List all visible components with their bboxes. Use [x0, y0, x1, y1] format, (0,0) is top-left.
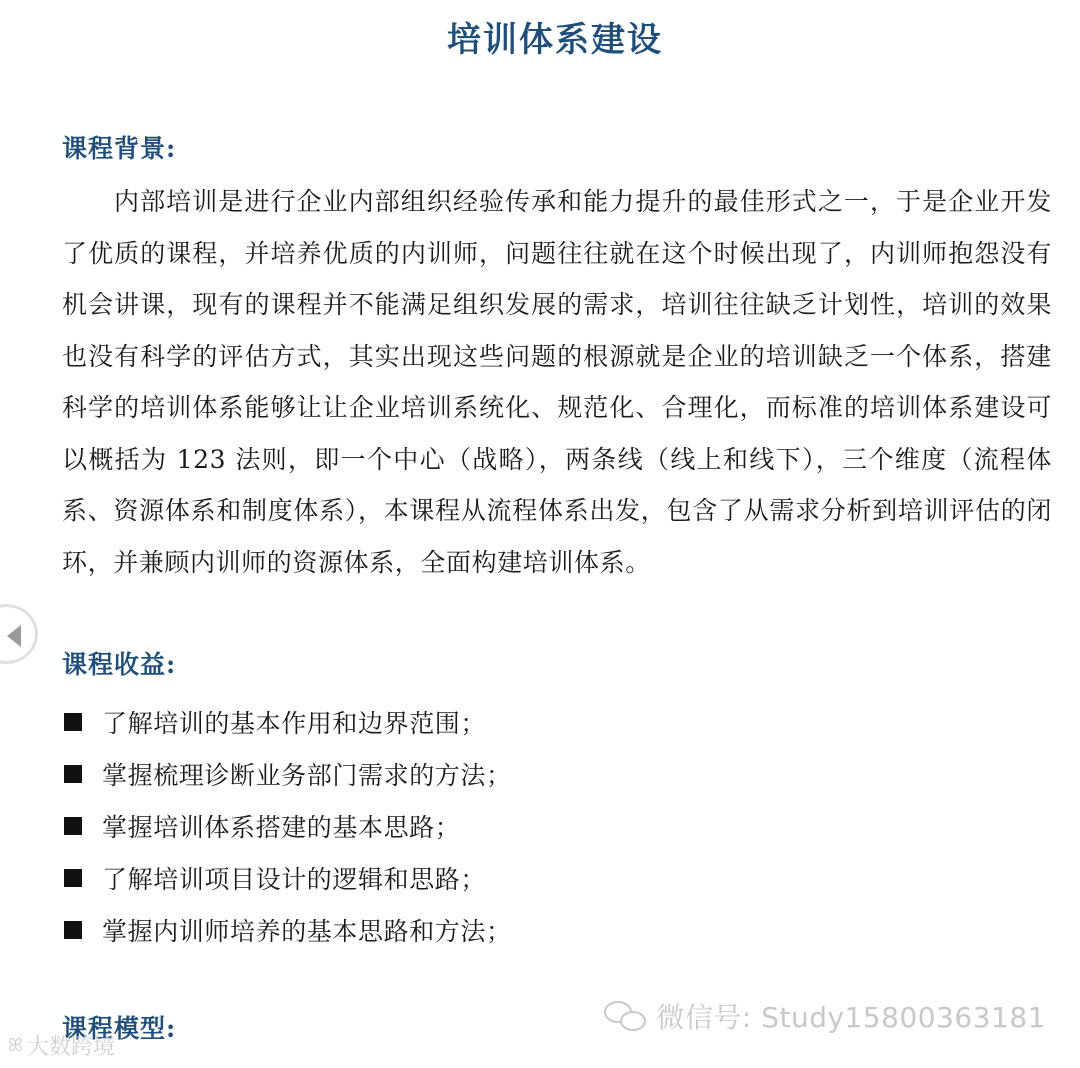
wechat-icon	[604, 999, 648, 1033]
previous-page-arrow-icon[interactable]	[0, 604, 38, 664]
square-bullet-icon	[64, 921, 82, 939]
wechat-watermark	[604, 996, 1046, 1036]
square-bullet-icon	[64, 817, 82, 835]
square-bullet-icon	[64, 869, 82, 887]
list-item	[64, 904, 512, 956]
list-item	[64, 800, 512, 852]
brand-logo-icon: ꕤ	[8, 1035, 23, 1056]
course-benefits-list	[64, 696, 512, 956]
course-benefits-heading: 课程收益:	[62, 650, 177, 679]
list-item	[64, 852, 512, 904]
page-title: 培训体系建设	[447, 20, 663, 60]
benefit-text: 掌握内训师培养的基本思路和方法；	[102, 917, 512, 946]
brand-text: 大数跨境	[26, 1035, 115, 1060]
list-item	[64, 748, 512, 800]
course-model-heading: 课程模型:	[62, 1014, 177, 1043]
benefit-text: 了解培训项目设计的逻辑和思路；	[102, 865, 487, 894]
course-background-heading: 课程背景:	[62, 134, 177, 163]
benefit-text: 掌握培训体系搭建的基本思路；	[102, 813, 461, 842]
benefit-text: 掌握梳理诊断业务部门需求的方法；	[102, 761, 512, 790]
list-item	[64, 696, 512, 748]
square-bullet-icon	[64, 765, 82, 783]
benefit-text: 了解培训的基本作用和边界范围；	[102, 709, 487, 738]
watermark-text: 微信号: Study15800363181	[656, 1001, 1046, 1034]
square-bullet-icon	[64, 713, 82, 731]
course-background-paragraph: 内部培训是进行企业内部组织经验传承和能力提升的最佳形式之一，于是企业开发了优质的课程，并培养优质的内训师，问题往往就在这个时候出现了，内训师抱怨没有机会讲课，现有的课程并不能满足组织发展的需求，培训往往缺乏计划性，培训的效果也没有科学的评估方式，其实出现这些问题的根源就是企业的培训缺乏一个体系，搭建科学的培训体系能够让让企业培训系统化、规范化、合理化，而标准的培训体系建设可以概括为 123 法则，即一个中心（战略），两条线（线上和线下），三个维度（流程体系、资源体系和制度体系），本课程从流程体系出发，包含了从需求分析到培训评估的闭环，并兼顾内训师的资源体系，全面构建培训体系。	[62, 187, 1052, 577]
brand-watermark	[8, 1030, 115, 1061]
